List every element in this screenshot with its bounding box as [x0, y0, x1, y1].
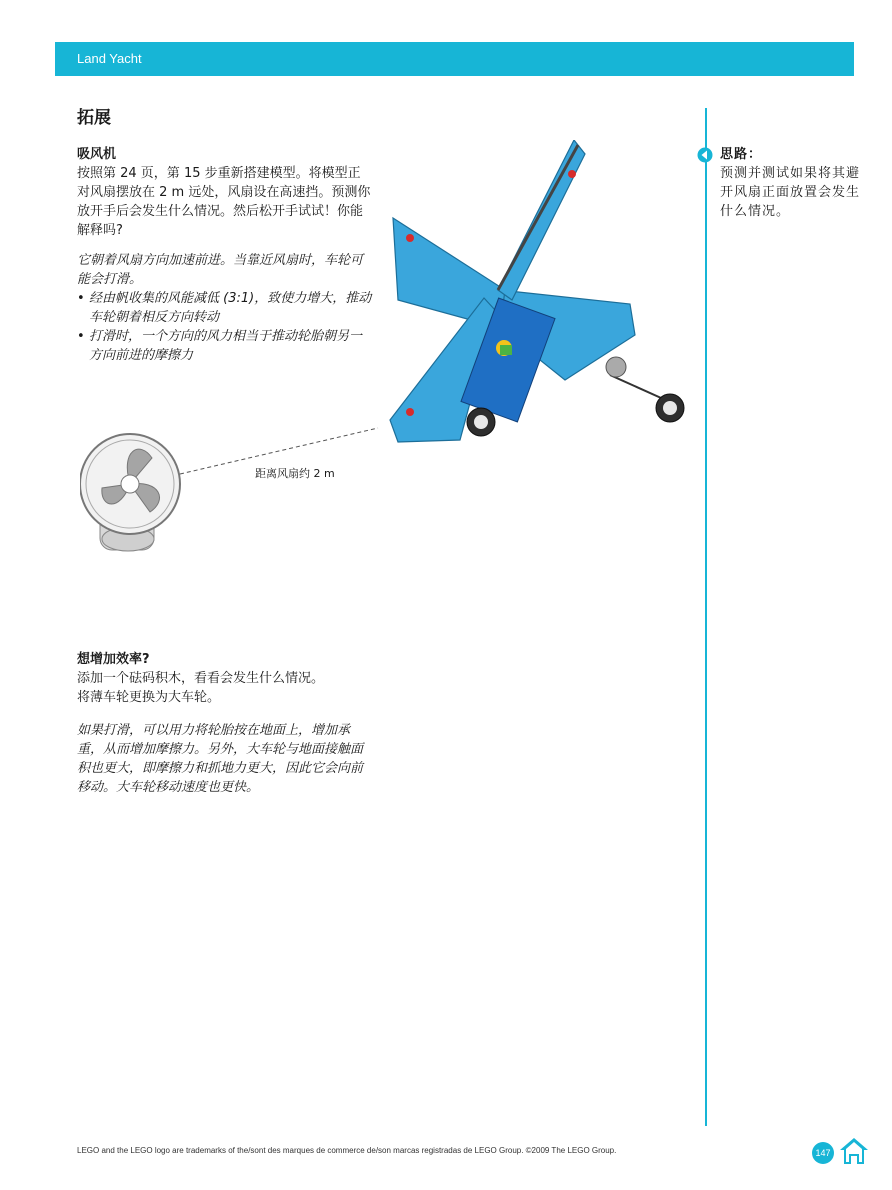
page-number: 147	[812, 1142, 834, 1164]
tip-box	[720, 145, 860, 221]
bullet-item: • 打滑时，一个方向的风力相当于推动轮胎朝另一方向前进的摩擦力	[77, 327, 373, 365]
home-icon[interactable]	[838, 1136, 870, 1166]
footer-legal: LEGO and the LEGO logo are trademarks of the/sont des marques de commerce de/son marcas registradas de LEGO Group. ©2009 The LEGO Group.	[77, 1146, 617, 1155]
margin-divider	[705, 108, 707, 1126]
distance-label: 距离风扇约 2 m	[255, 467, 335, 480]
block1-answer: 它朝着风扇方向加速前进。当靠近风扇时，车轮可能会打滑。	[77, 253, 364, 287]
fan-icon	[80, 434, 180, 551]
tip-body: 预测并测试如果将其避开风扇正面放置会发生什么情况。	[720, 166, 861, 219]
block2-line1: 添加一个砝码积木，看看会发生什么情况。	[77, 671, 325, 686]
block-efficiency	[77, 650, 373, 797]
block2-line2: 将薄车轮更换为大车轮。	[77, 690, 221, 705]
tip-title: 思路：	[720, 147, 763, 162]
chevron-left-circle-icon	[697, 147, 713, 163]
section-title: 拓展	[77, 108, 111, 128]
land-yacht-model	[390, 140, 684, 442]
block1-body: 按照第 24 页，第 15 步重新搭建模型。将模型正对风扇摆放在 2 m 远处，风扇设在高速挡。预测你放开手后会发生什么情况。然后松开手试试！你能解释吗?	[77, 166, 371, 238]
block2-answer: 如果打滑，可以用力将轮胎按在地面上，增加承重，从而增加摩擦力。另外，大车轮与地面接触面积也更大，即摩擦力和抓地力更大，因此它会向前移动。大车轮移动速度也更快。	[77, 723, 364, 795]
land-yacht-illustration	[80, 140, 700, 580]
header-title: Land Yacht	[77, 51, 142, 66]
bullet-item: • 经由帆收集的风能减低 (3:1)，致使力增大，推动车轮朝着相反方向转动	[77, 289, 373, 327]
block1-title: 吸风机	[77, 147, 117, 162]
block2-title: 想增加效率?	[77, 652, 150, 667]
header-bar	[55, 42, 854, 76]
